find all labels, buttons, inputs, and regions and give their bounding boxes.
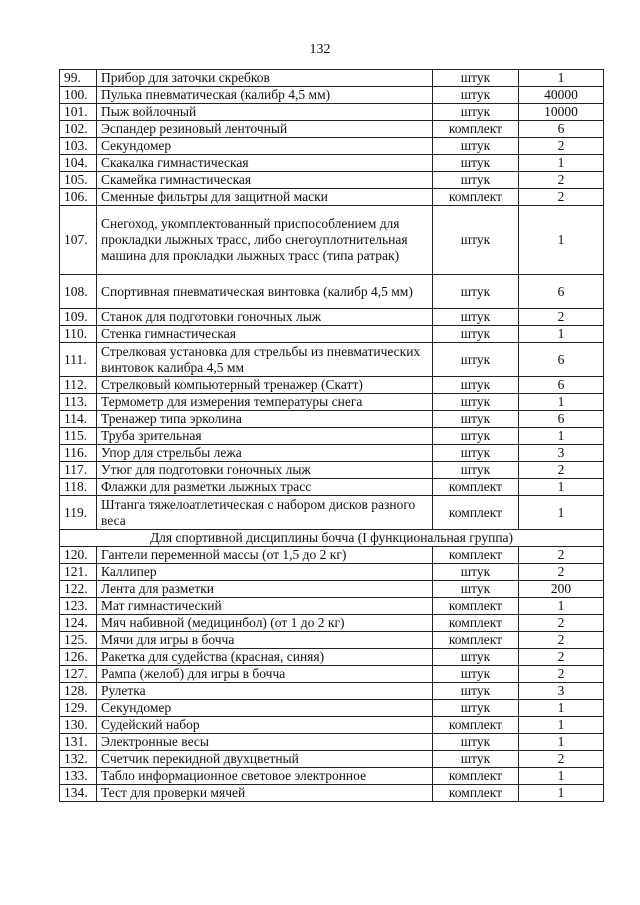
item-quantity: 1 <box>519 206 604 275</box>
item-unit: штук <box>433 683 519 700</box>
item-quantity: 1 <box>519 326 604 343</box>
item-unit: штук <box>433 411 519 428</box>
item-number: 123. <box>60 598 97 615</box>
item-unit: штук <box>433 394 519 411</box>
item-name: Сменные фильтры для защитной маски <box>97 189 433 206</box>
table-row <box>60 683 604 700</box>
item-quantity: 1 <box>519 428 604 445</box>
item-unit: штук <box>433 564 519 581</box>
equipment-table <box>59 69 604 802</box>
table-row <box>60 172 604 189</box>
item-name: Стенка гимнастическая <box>97 326 433 343</box>
item-number: 103. <box>60 138 97 155</box>
table-row <box>60 768 604 785</box>
table-row <box>60 189 604 206</box>
item-name: Каллипер <box>97 564 433 581</box>
item-quantity: 200 <box>519 581 604 598</box>
item-number: 130. <box>60 717 97 734</box>
table-row <box>60 343 604 377</box>
item-name: Скамейка гимнастическая <box>97 172 433 189</box>
item-quantity: 6 <box>519 343 604 377</box>
item-number: 129. <box>60 700 97 717</box>
item-name: Стрелковый компьютерный тренажер (Скатт) <box>97 377 433 394</box>
item-name: Секундомер <box>97 700 433 717</box>
item-number: 107. <box>60 206 97 275</box>
item-unit: штук <box>433 649 519 666</box>
item-number: 126. <box>60 649 97 666</box>
item-quantity: 1 <box>519 717 604 734</box>
item-name: Прибор для заточки скребков <box>97 70 433 87</box>
item-name: Скакалка гимнастическая <box>97 155 433 172</box>
table-row <box>60 598 604 615</box>
table-row <box>60 104 604 121</box>
table-row <box>60 496 604 530</box>
item-unit: штук <box>433 666 519 683</box>
item-number: 115. <box>60 428 97 445</box>
item-name: Ракетка для судейства (красная, синяя) <box>97 649 433 666</box>
item-number: 125. <box>60 632 97 649</box>
item-name: Счетчик перекидной двухцветный <box>97 751 433 768</box>
item-name: Эспандер резиновый ленточный <box>97 121 433 138</box>
item-unit: штук <box>433 172 519 189</box>
item-name: Упор для стрельбы лежа <box>97 445 433 462</box>
item-name: Тест для проверки мячей <box>97 785 433 802</box>
item-quantity: 1 <box>519 734 604 751</box>
item-unit: комплект <box>433 785 519 802</box>
item-number: 131. <box>60 734 97 751</box>
item-quantity: 3 <box>519 445 604 462</box>
item-quantity: 2 <box>519 666 604 683</box>
item-name: Труба зрительная <box>97 428 433 445</box>
item-quantity: 3 <box>519 683 604 700</box>
table-row <box>60 615 604 632</box>
item-quantity: 2 <box>519 751 604 768</box>
item-quantity: 6 <box>519 411 604 428</box>
item-unit: комплект <box>433 479 519 496</box>
item-name: Флажки для разметки лыжных трасс <box>97 479 433 496</box>
table-row <box>60 138 604 155</box>
item-number: 105. <box>60 172 97 189</box>
item-number: 121. <box>60 564 97 581</box>
item-name: Снегоход, укомплектованный приспособлением для прокладки лыжных трасс, либо снегоуплотнительная машина для прокладки лыжных трасс (типа ратрак) <box>97 206 433 275</box>
item-number: 104. <box>60 155 97 172</box>
item-quantity: 1 <box>519 768 604 785</box>
table-row <box>60 87 604 104</box>
item-quantity: 2 <box>519 547 604 564</box>
item-name: Мат гимнастический <box>97 598 433 615</box>
table-row <box>60 462 604 479</box>
table-row <box>60 666 604 683</box>
item-unit: штук <box>433 326 519 343</box>
item-number: 117. <box>60 462 97 479</box>
item-number: 99. <box>60 70 97 87</box>
item-quantity: 6 <box>519 121 604 138</box>
item-unit: штук <box>433 138 519 155</box>
item-unit: комплект <box>433 768 519 785</box>
item-number: 111. <box>60 343 97 377</box>
table-row <box>60 479 604 496</box>
item-unit: штук <box>433 309 519 326</box>
table-row <box>60 445 604 462</box>
item-number: 112. <box>60 377 97 394</box>
item-quantity: 1 <box>519 155 604 172</box>
page-number: 132 <box>309 42 331 57</box>
item-unit: штук <box>433 155 519 172</box>
item-name: Мячи для игры в бочча <box>97 632 433 649</box>
item-name: Рулетка <box>97 683 433 700</box>
item-name: Табло информационное световое электронное <box>97 768 433 785</box>
item-unit: штук <box>433 70 519 87</box>
item-quantity: 1 <box>519 496 604 530</box>
item-number: 118. <box>60 479 97 496</box>
item-unit: штук <box>433 87 519 104</box>
table-row <box>60 394 604 411</box>
item-number: 100. <box>60 87 97 104</box>
item-unit: штук <box>433 275 519 309</box>
item-name: Штанга тяжелоатлетическая с набором дисков разного веса <box>97 496 433 530</box>
item-name: Лента для разметки <box>97 581 433 598</box>
table-row <box>60 581 604 598</box>
table-row <box>60 155 604 172</box>
item-number: 124. <box>60 615 97 632</box>
item-number: 108. <box>60 275 97 309</box>
item-number: 110. <box>60 326 97 343</box>
table-row <box>60 734 604 751</box>
item-number: 106. <box>60 189 97 206</box>
item-unit: штук <box>433 104 519 121</box>
item-unit: штук <box>433 581 519 598</box>
table-row <box>60 632 604 649</box>
item-quantity: 10000 <box>519 104 604 121</box>
item-unit: комплект <box>433 496 519 530</box>
item-unit: комплект <box>433 632 519 649</box>
item-unit: штук <box>433 428 519 445</box>
item-quantity: 2 <box>519 632 604 649</box>
item-quantity: 2 <box>519 189 604 206</box>
section-title: Для спортивной дисциплины бочча (I функциональная группа) <box>60 530 604 547</box>
item-number: 116. <box>60 445 97 462</box>
item-quantity: 1 <box>519 394 604 411</box>
item-name: Судейский набор <box>97 717 433 734</box>
table-row <box>60 751 604 768</box>
item-quantity: 40000 <box>519 87 604 104</box>
table-row <box>60 275 604 309</box>
item-number: 134. <box>60 785 97 802</box>
item-number: 120. <box>60 547 97 564</box>
item-name: Стрелковая установка для стрельбы из пневматических винтовок калибра 4,5 мм <box>97 343 433 377</box>
item-quantity: 2 <box>519 309 604 326</box>
table-row <box>60 411 604 428</box>
table-row <box>60 206 604 275</box>
table-row <box>60 70 604 87</box>
item-name: Мяч набивной (медицинбол) (от 1 до 2 кг) <box>97 615 433 632</box>
item-unit: штук <box>433 445 519 462</box>
item-number: 122. <box>60 581 97 598</box>
item-quantity: 1 <box>519 479 604 496</box>
item-name: Электронные весы <box>97 734 433 751</box>
item-quantity: 1 <box>519 70 604 87</box>
item-name: Пулька пневматическая (калибр 4,5 мм) <box>97 87 433 104</box>
item-unit: штук <box>433 377 519 394</box>
item-number: 128. <box>60 683 97 700</box>
item-unit: штук <box>433 751 519 768</box>
item-unit: комплект <box>433 189 519 206</box>
table-row <box>60 649 604 666</box>
item-quantity: 2 <box>519 462 604 479</box>
item-quantity: 1 <box>519 598 604 615</box>
item-unit: комплект <box>433 717 519 734</box>
item-name: Пыж войлочный <box>97 104 433 121</box>
item-number: 119. <box>60 496 97 530</box>
item-unit: штук <box>433 700 519 717</box>
item-number: 102. <box>60 121 97 138</box>
item-number: 113. <box>60 394 97 411</box>
table-row <box>60 547 604 564</box>
table-row <box>60 700 604 717</box>
item-quantity: 6 <box>519 377 604 394</box>
item-number: 101. <box>60 104 97 121</box>
equipment-table-body <box>60 70 604 802</box>
item-unit: комплект <box>433 547 519 564</box>
item-unit: штук <box>433 343 519 377</box>
item-quantity: 2 <box>519 649 604 666</box>
item-quantity: 2 <box>519 138 604 155</box>
item-unit: комплект <box>433 121 519 138</box>
table-row <box>60 785 604 802</box>
item-quantity: 2 <box>519 564 604 581</box>
item-unit: штук <box>433 206 519 275</box>
table-row <box>60 428 604 445</box>
table-row <box>60 121 604 138</box>
item-quantity: 1 <box>519 785 604 802</box>
item-unit: комплект <box>433 598 519 615</box>
item-quantity: 1 <box>519 700 604 717</box>
item-number: 109. <box>60 309 97 326</box>
table-row <box>60 326 604 343</box>
item-name: Секундомер <box>97 138 433 155</box>
item-name: Станок для подготовки гоночных лыж <box>97 309 433 326</box>
table-row <box>60 377 604 394</box>
item-unit: штук <box>433 734 519 751</box>
item-name: Утюг для подготовки гоночных лыж <box>97 462 433 479</box>
item-number: 133. <box>60 768 97 785</box>
item-number: 114. <box>60 411 97 428</box>
section-header-row <box>60 530 604 547</box>
item-name: Спортивная пневматическая винтовка (калибр 4,5 мм) <box>97 275 433 309</box>
item-name: Гантели переменной массы (от 1,5 до 2 кг) <box>97 547 433 564</box>
item-unit: комплект <box>433 615 519 632</box>
item-quantity: 6 <box>519 275 604 309</box>
item-quantity: 2 <box>519 615 604 632</box>
item-name: Рампа (желоб) для игры в бочча <box>97 666 433 683</box>
item-quantity: 2 <box>519 172 604 189</box>
item-unit: штук <box>433 462 519 479</box>
table-row <box>60 309 604 326</box>
item-number: 132. <box>60 751 97 768</box>
table-row <box>60 717 604 734</box>
item-number: 127. <box>60 666 97 683</box>
item-name: Тренажер типа эрколина <box>97 411 433 428</box>
table-row <box>60 564 604 581</box>
item-name: Термометр для измерения температуры снега <box>97 394 433 411</box>
